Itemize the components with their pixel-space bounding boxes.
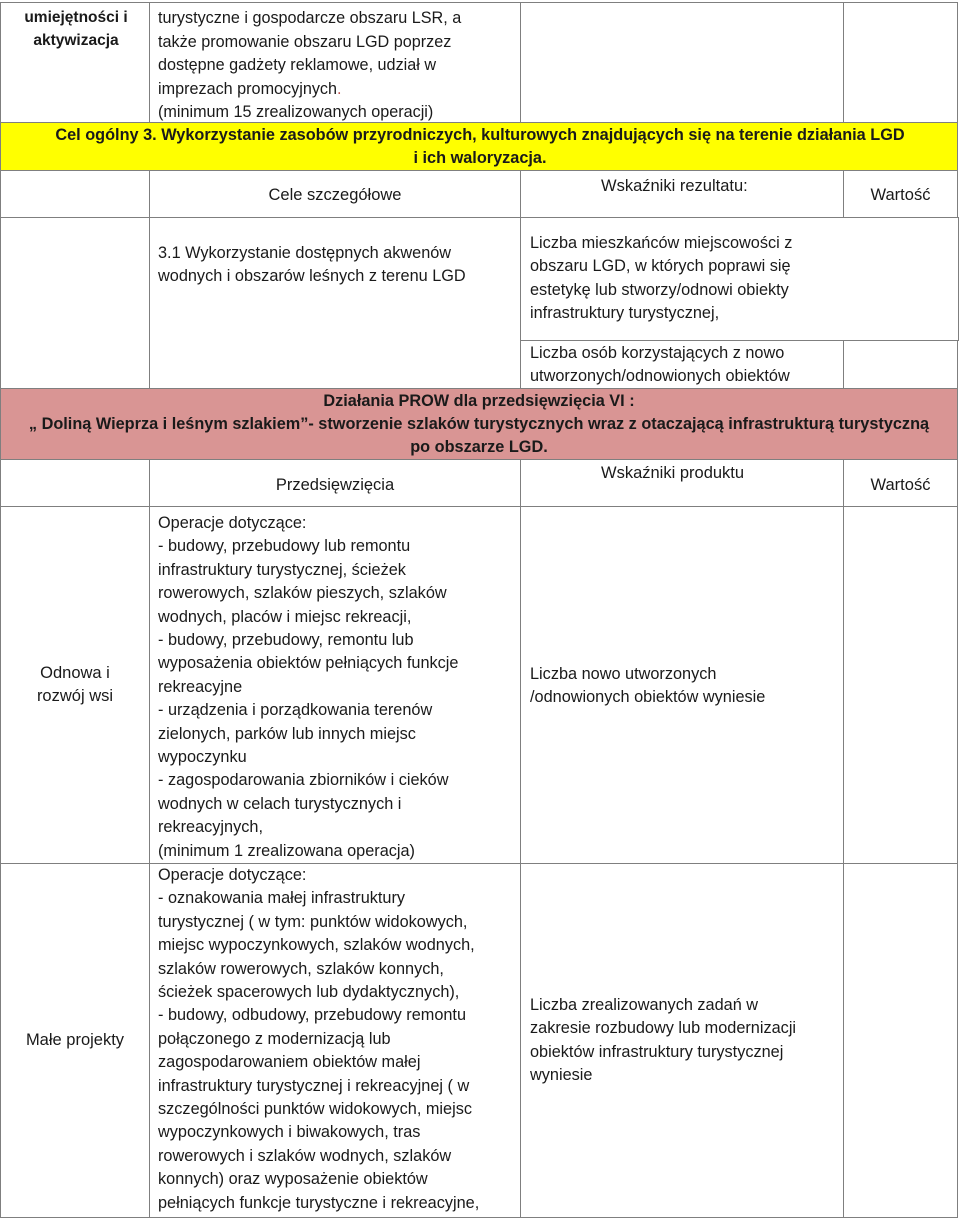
male-indicator-cell (520, 863, 844, 1218)
odnowa-label: Odnowa i rozwój wsi (36, 664, 114, 706)
goal31-name-cell (149, 217, 521, 389)
male-text-cell (149, 863, 521, 1218)
row-top-text (158, 7, 518, 125)
goal31-indicator2-cell (520, 340, 844, 389)
male-label-cell (0, 863, 150, 1218)
prow-line2: „ Doliną Wieprza i leśnym szlakiem”- stworzenie szlaków turystycznych wraz z otaczającą infrastrukturą turystyczną (28, 415, 930, 433)
row-top-minimum: (minimum 15 zrealizowanych operacji) (158, 103, 434, 121)
header1-col2 (149, 170, 521, 218)
goal31-indicator1: Liczba mieszkańców miejscowości z obszaru LGD, w których poprawi się estetykę lub stworzy/odnowi obiekty infrastruktury turystycznej, (530, 234, 793, 323)
header2-value: Wartość (870, 476, 931, 494)
general-goal-3 (0, 122, 958, 171)
goal31-name: 3.1 Wykorzystanie dostępnych akwenów wodnych i obszarów leśnych z terenu LGD (158, 244, 466, 286)
header-specific-goals: Cele szczegółowe (268, 186, 402, 204)
header-result-indicators: Wskaźniki rezultatu: (601, 177, 748, 195)
row-top-indicator-cell (520, 2, 844, 123)
male-label: Małe projekty (25, 1031, 125, 1049)
row-top-text-black: turystyczne i gospodarcze obszaru LSR, a także promowanie obszaru LGD poprzez dostępne gadżety reklamowe, udział w imprezach promocyjnych (158, 9, 462, 98)
header1-col4 (843, 170, 958, 218)
header2-col3 (520, 459, 844, 507)
header-product-indicators: Wskaźniki produktu (601, 464, 745, 482)
header1-col3 (520, 170, 844, 218)
row-top-value-cell (843, 2, 958, 123)
header1-col1 (0, 170, 150, 218)
general-goal-3-text: Cel ogólny 3. Wykorzystanie zasobów przyrodniczych, kulturowych znajdujących się na terenie działania LGD i ich waloryzacja. (55, 126, 905, 167)
row-top-text-cell (149, 2, 521, 123)
prow-actions (0, 388, 958, 460)
odnowa-value-cell (843, 506, 958, 864)
header-projects: Przedsięwzięcia (275, 476, 395, 494)
goal31-indicator2-value (843, 340, 958, 389)
odnowa-indicator: Liczba nowo utworzonych /odnowionych obiektów wyniesie (530, 665, 766, 707)
header1-value: Wartość (870, 186, 931, 204)
male-indicator: Liczba zrealizowanych zadań w zakresie rozbudowy lub modernizacji obiektów infrastruktury turystycznej wyniesie (530, 996, 797, 1085)
header2-col4 (843, 459, 958, 507)
goal31-col1 (0, 217, 150, 389)
header2-col1 (0, 459, 150, 507)
row-top-label: umiejętności i aktywizacja (24, 9, 128, 49)
row-top-label-cell (0, 2, 150, 123)
row-top-text-red: . (337, 79, 342, 98)
goal31-indicator2: Liczba osób korzystających z nowo utworzonych/odnowionych obiektów (530, 344, 790, 386)
goal31-indicator1-cell (520, 217, 959, 341)
male-text: Operacje dotyczące: - oznakowania małej infrastruktury turystycznej ( w tym: punktów widokowych, miejsc wypoczynkowych, szlaków wodnych, szlaków rowerowych, szlaków konnych, ścieżek spacerowych lub dydaktycznych), - budowy, odbudowy, przebudowy remontu połączonego z modernizacją lub zagospodarowaniem obiektów małej infrastruktury turystycznej i rekreacyjnej ( w szczególności punktów widokowych, miejsc wypoczynkowych i biwakowych, tras rowerowych i szlaków wodnych, szlaków konnych) oraz wyposażenie obiektów pełniących funkcje turystyczne i rekreacyjne, (158, 866, 480, 1212)
prow-line3: po obszarze LGD. (410, 438, 548, 456)
male-value-cell (843, 863, 958, 1218)
prow-line1: Działania PROW dla przedsięwzięcia VI : (323, 392, 635, 410)
odnowa-indicator-cell (520, 506, 844, 864)
odnowa-text-cell (149, 506, 521, 864)
header2-col2 (149, 459, 521, 507)
odnowa-label-cell (0, 506, 150, 864)
odnowa-text: Operacje dotyczące: - budowy, przebudowy lub remontu infrastruktury turystycznej, ścieżek rowerowych, szlaków pieszych, szlaków wodnych, placów i miejsc rekreacji, - budowy, przebudowy, remontu lub wyposażenia obiektów pełniących funkcje rekreacyjne - urządzenia i porządkowania terenów zielonych, parków lub innych miejsc wypoczynku - zagospodarowania zbiorników i cieków wodnych w celach turystycznych i rekreacyjnych, (minimum 1 zrealizowana operacja) (158, 514, 459, 860)
